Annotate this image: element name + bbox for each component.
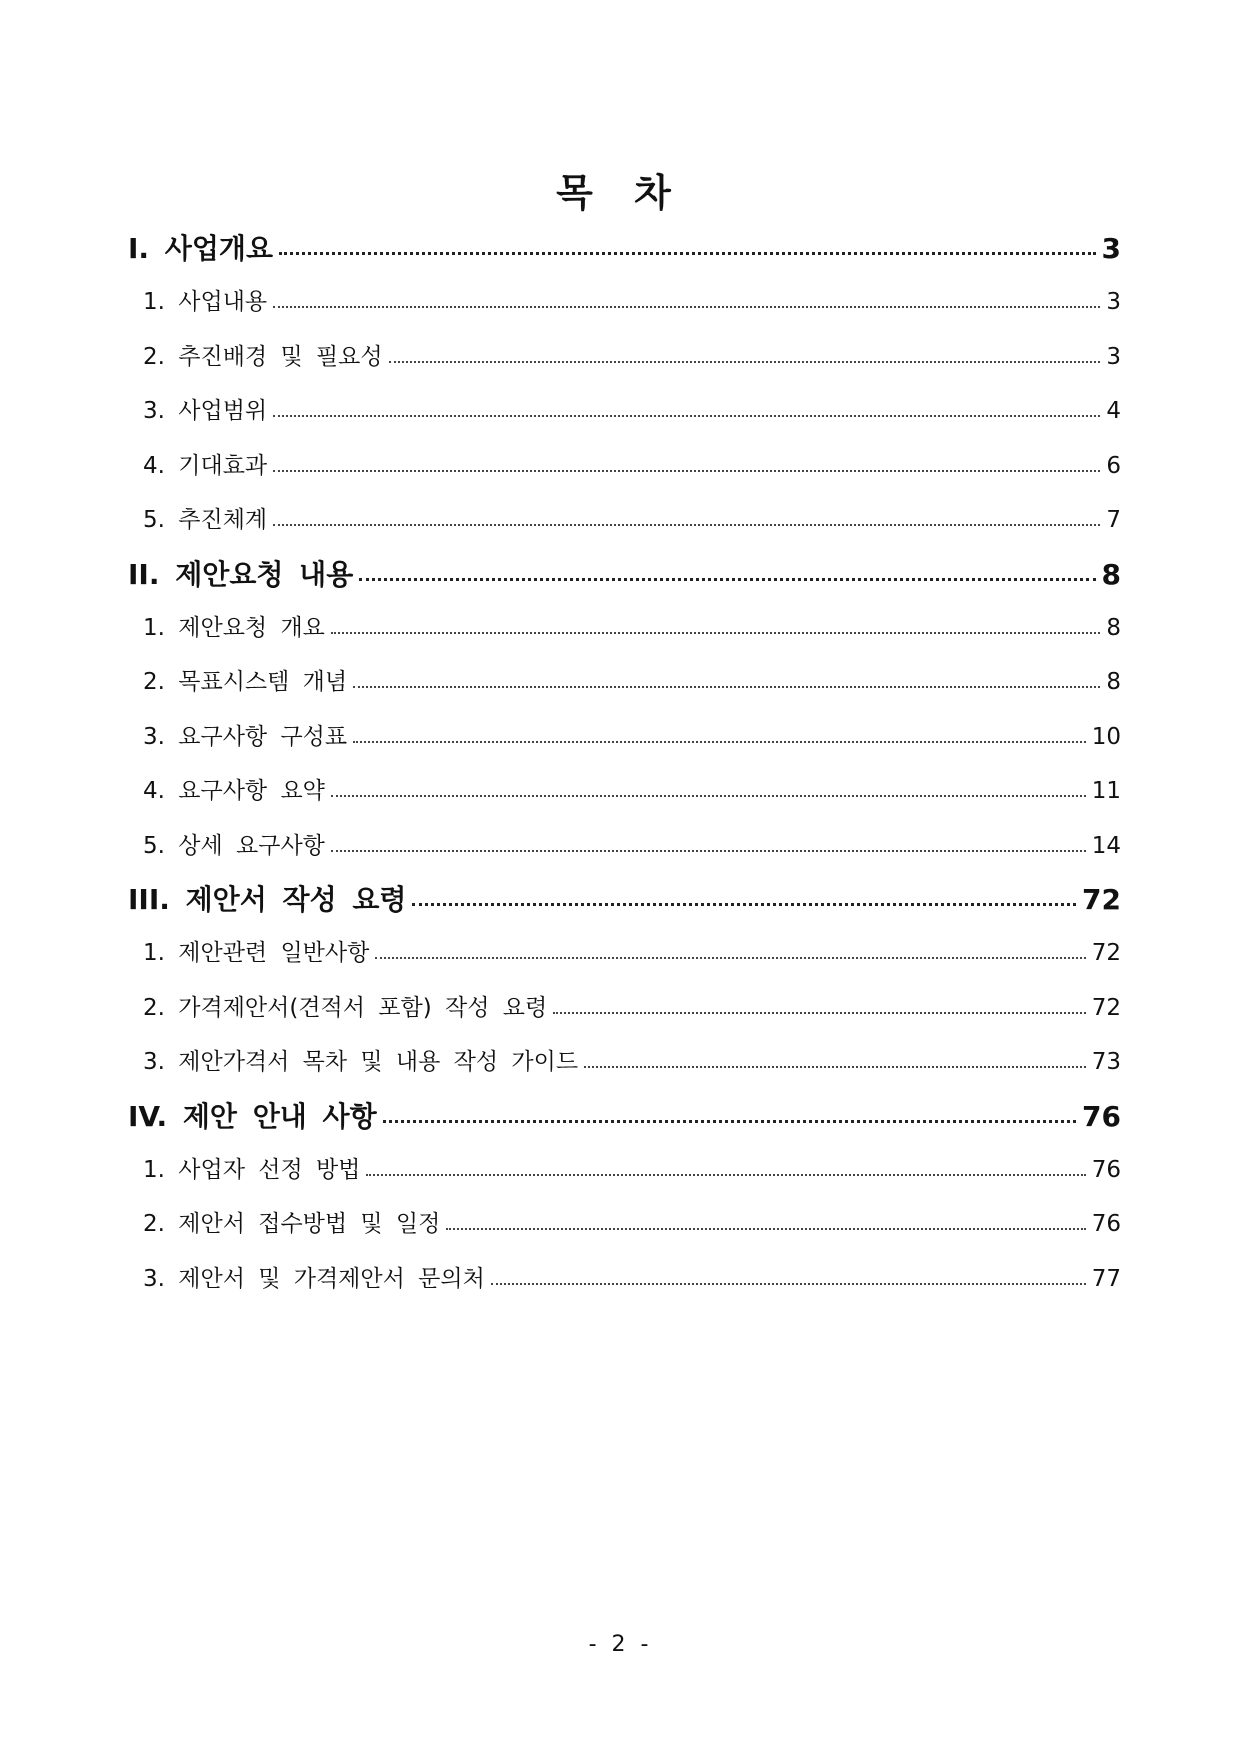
dot-leader: [273, 524, 1100, 526]
toc-item-label: 3. 요구사항 구성표: [143, 723, 348, 750]
page-number-footer: - 2 -: [588, 1632, 653, 1657]
toc-section-label: III. 제안서 작성 요령: [128, 883, 407, 916]
toc-section-4[interactable]: [128, 1090, 1121, 1143]
toc-item-label: 1. 제안요청 개요: [143, 614, 325, 641]
toc-page-number: 72: [1082, 883, 1121, 916]
toc-item[interactable]: [128, 926, 1121, 981]
dot-leader: [375, 957, 1085, 959]
toc-item-label: 1. 사업내용: [143, 289, 268, 315]
toc-page-number: 3: [1106, 343, 1121, 370]
toc-page-number: 8: [1106, 669, 1121, 695]
toc-item-label: 5. 상세 요구사항: [143, 832, 325, 859]
dot-leader: [273, 470, 1100, 472]
toc-item-label: 2. 가격제안서(견적서 포함) 작성 요령: [143, 994, 548, 1021]
toc-item-label: 3. 제안서 및 가격제안서 문의처: [143, 1265, 485, 1292]
toc-section-label: I. 사업개요: [128, 232, 273, 265]
toc-item[interactable]: [128, 981, 1121, 1036]
toc-item[interactable]: [128, 384, 1121, 439]
toc-section-label: II. 제안요청 내용: [128, 557, 354, 591]
toc-item-label: 5. 추진체계: [143, 507, 268, 533]
toc-item[interactable]: [128, 493, 1121, 548]
toc-page-number: 76: [1091, 1211, 1121, 1237]
toc-page-number: 8: [1106, 614, 1121, 641]
toc-page-number: 8: [1101, 557, 1121, 591]
toc-item-label: 4. 요구사항 요약: [143, 778, 325, 804]
toc-page-number: 3: [1101, 232, 1121, 265]
toc-page-number: 3: [1106, 289, 1121, 315]
toc-item[interactable]: [128, 1035, 1121, 1090]
page-title: 목 차: [556, 171, 685, 215]
toc-page-number: 76: [1091, 1156, 1121, 1183]
toc-page-number: 4: [1106, 398, 1121, 424]
dot-leader: [273, 415, 1100, 417]
dot-leader: [331, 632, 1100, 634]
toc-page-number: 73: [1091, 1049, 1121, 1075]
dot-leader: [584, 1066, 1086, 1068]
dot-leader: [383, 1120, 1076, 1123]
dot-leader: [553, 1012, 1086, 1014]
toc-item[interactable]: [128, 1252, 1121, 1307]
dot-leader: [353, 686, 1100, 688]
dot-leader: [491, 1283, 1086, 1285]
dot-leader: [273, 306, 1100, 308]
toc-page-number: 6: [1106, 452, 1121, 479]
toc-item[interactable]: [128, 1197, 1121, 1252]
toc-item[interactable]: [128, 1143, 1121, 1198]
toc-item-label: 3. 사업범위: [143, 398, 268, 424]
toc-item[interactable]: [128, 330, 1121, 385]
table-of-contents: [128, 222, 1121, 1306]
toc-item-label: 1. 사업자 선정 방법: [143, 1156, 361, 1183]
dot-leader: [446, 1228, 1085, 1230]
dot-leader: [353, 741, 1086, 743]
dot-leader: [359, 578, 1095, 581]
toc-item[interactable]: [128, 439, 1121, 494]
dot-leader: [279, 252, 1096, 255]
toc-item[interactable]: [128, 275, 1121, 330]
dot-leader: [366, 1174, 1085, 1176]
toc-page-number: 10: [1091, 723, 1121, 750]
toc-page-number: 72: [1091, 994, 1121, 1021]
toc-item-label: 2. 제안서 접수방법 및 일정: [143, 1211, 441, 1237]
toc-item-label: 2. 목표시스템 개념: [143, 669, 348, 695]
toc-item-label: 4. 기대효과: [143, 452, 268, 479]
toc-item[interactable]: [128, 710, 1121, 765]
toc-section-1[interactable]: [128, 222, 1121, 275]
dot-leader: [331, 850, 1086, 852]
toc-item[interactable]: [128, 764, 1121, 819]
toc-item-label: 1. 제안관련 일반사항: [143, 940, 370, 966]
toc-section-label: IV. 제안 안내 사항: [128, 1099, 377, 1133]
toc-page-number: 14: [1091, 832, 1121, 859]
toc-page-number: 77: [1091, 1265, 1121, 1292]
toc-page-number: 7: [1106, 507, 1121, 533]
toc-item[interactable]: [128, 601, 1121, 656]
toc-page-number: 76: [1082, 1099, 1121, 1133]
toc-item[interactable]: [128, 655, 1121, 710]
toc-page-number: 11: [1091, 778, 1121, 804]
toc-item-label: 3. 제안가격서 목차 및 내용 작성 가이드: [143, 1049, 579, 1075]
toc-page-number: 72: [1091, 940, 1121, 966]
toc-section-3[interactable]: [128, 873, 1121, 926]
toc-item[interactable]: [128, 819, 1121, 874]
dot-leader: [331, 795, 1086, 797]
toc-section-2[interactable]: [128, 548, 1121, 601]
dot-leader: [389, 361, 1101, 363]
toc-item-label: 2. 추진배경 및 필요성: [143, 343, 383, 370]
dot-leader: [412, 903, 1076, 906]
